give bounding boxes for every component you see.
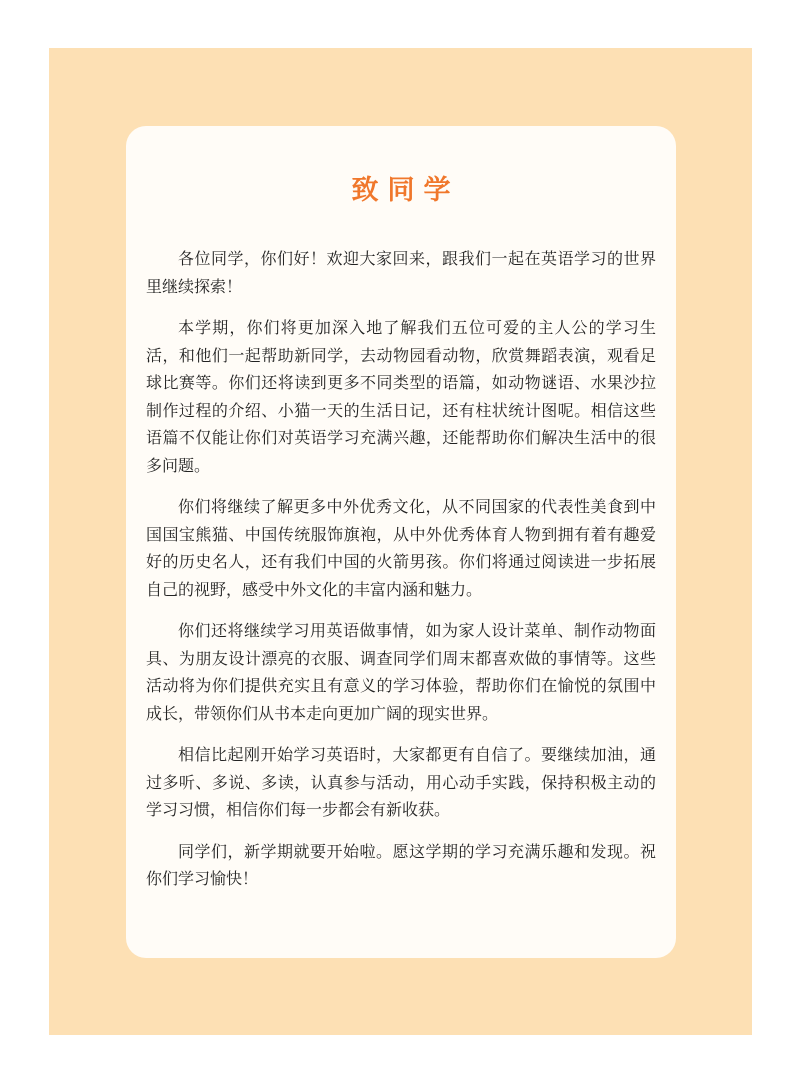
letter-paragraph-semester: 本学期，你们将更加深入地了解我们五位可爱的主人公的学习生活，和他们一起帮助新同学，去动物园看动物，欣赏舞蹈表演，观看足球比赛等。你们还将读到更多不同类型的语篇，如动物谜语、水果沙拉制作过程的介绍、小猫一天的生活日记，还有柱状统计图呢。相信这些语篇不仅能让你们对英语学习充满兴趣，还能帮助你们解决生活中的很多问题。 [146,318,656,475]
letter-paragraph-confidence: 相信比起刚开始学习英语时，大家都更有自信了。要继续加油，通过多听、多说、多读，认真参与活动，用心动手实践，保持积极主动的学习习惯，相信你们每一步都会有新收获。 [146,745,656,819]
letter-title: 致同学 [351,175,460,206]
letter-paragraph-culture: 你们将继续了解更多中外优秀文化，从不同国家的代表性美食到中国国宝熊猫、中国传统服饰旗袍，从中外优秀体育人物到拥有着有趣爱好的历史名人，还有我们中国的火箭男孩。你们将通过阅读进一步拓展自己的视野，感受中外文化的丰富内涵和魅力。 [146,497,656,599]
letter-paragraph-greeting: 各位同学，你们好！欢迎大家回来，跟我们一起在英语学习的世界里继续探索！ [146,249,656,296]
letter-card [126,126,676,958]
letter-paragraph-activities: 你们还将继续学习用英语做事情，如为家人设计菜单、制作动物面具、为朋友设计漂亮的衣服、调查同学们周末都喜欢做的事情等。这些活动将为你们提供充实且有意义的学习体验，帮助你们在愉悦的氛围中成长，带领你们从书本走向更加广阔的现实世界。 [146,621,656,723]
letter-paragraph-closing: 同学们，新学期就要开始啦。愿这学期的学习充满乐趣和发现。祝你们学习愉快！ [146,841,656,888]
